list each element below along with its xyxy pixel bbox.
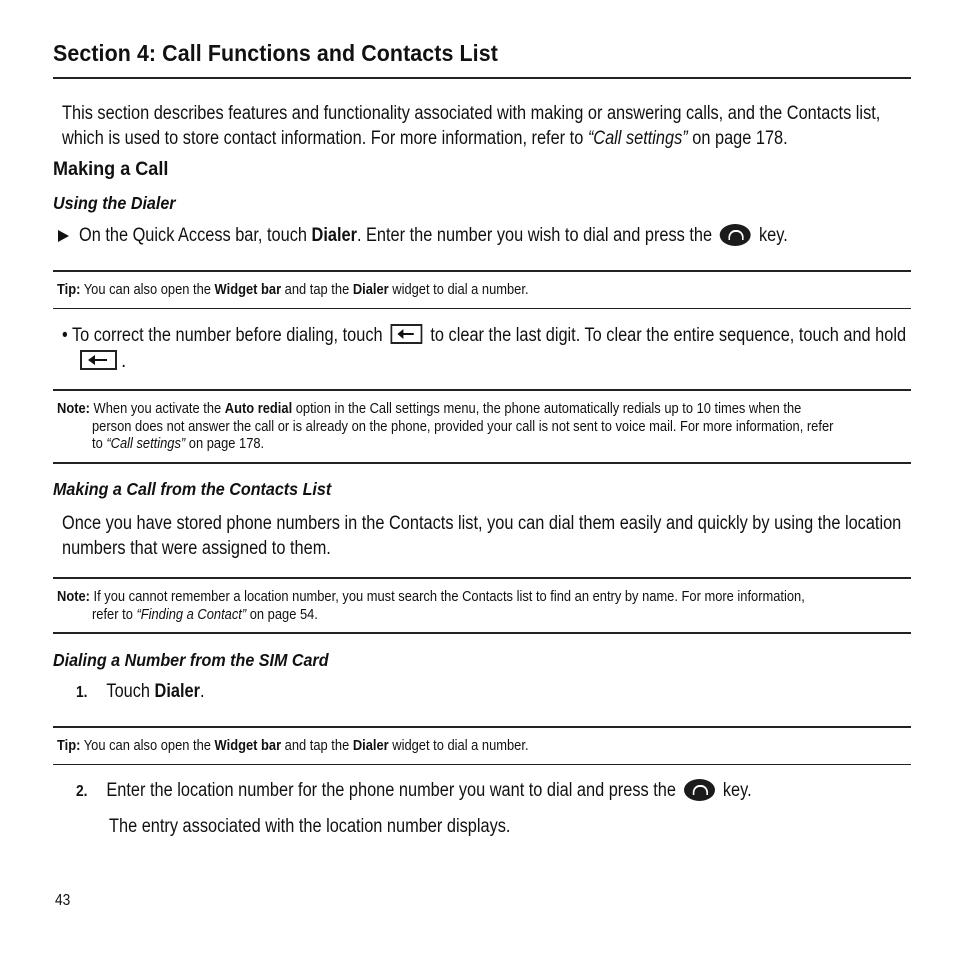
tip-bottom-divider (53, 308, 911, 309)
from-contacts-paragraph: Once you have stored phone numbers in the Contacts list, you can dial them easily and quickly by using the location numbers that were assigned to them. (62, 513, 902, 559)
finding-contact-reference[interactable]: “Finding a Contact” (136, 605, 247, 623)
section-title: Section 4: Call Functions and Contacts List (53, 40, 498, 66)
call-key-icon (720, 224, 751, 246)
sim-step-1: 1. Touch Dialer. (76, 681, 205, 702)
tip-top-divider (53, 270, 911, 272)
title-divider (53, 77, 911, 79)
tip-bottom-divider (53, 764, 911, 765)
from-contacts-heading: Making a Call from the Contacts List (53, 479, 332, 499)
tip-box: Tip: You can also open the Widget bar and tap the Dialer widget to dial a number. (57, 737, 529, 754)
note-bottom-divider (53, 632, 911, 634)
tip-box: Tip: You can also open the Widget bar and tap the Dialer widget to dial a number. (57, 281, 529, 298)
note-top-divider (53, 577, 911, 579)
note-location-number: Note: If you cannot remember a location number, you must search the Contacts list to find an entry by name. For more information, refer to “Finding a Contact” on page 54. (57, 588, 805, 623)
correct-number-bullet-cont: . (76, 349, 126, 374)
note-bottom-divider (53, 462, 911, 464)
from-sim-heading: Dialing a Number from the SIM Card (53, 650, 329, 670)
call-settings-reference[interactable]: “Call settings” (587, 128, 688, 149)
backspace-key-icon (391, 324, 423, 344)
intro-paragraph: This section describes features and functionality associated with making or answering calls, and the Contacts list, which is used to store contact information. For more information, refer to “Call settings” on page 178. (62, 103, 881, 149)
sim-step-2-result: The entry associated with the location number displays. (109, 816, 511, 837)
using-dialer-heading: Using the Dialer (53, 193, 176, 213)
note-auto-redial: Note: When you activate the Auto redial option in the Call settings menu, the phone automatically redials up to 10 times when the person does not answer the call or is already on the phone, provided your call is not sent to voice mail. For more information, refer to “Call settings” on page 178. (57, 400, 834, 452)
backspace-key-icon (80, 350, 117, 370)
sim-step-2: 2. Enter the location number for the phone number you want to dial and press the key. (76, 780, 752, 801)
making-a-call-heading: Making a Call (53, 159, 169, 180)
step-arrow-icon (58, 230, 69, 242)
tip-top-divider (53, 726, 911, 728)
dialer-step: On the Quick Access bar, touch Dialer. Enter the number you wish to dial and press the key. (58, 223, 903, 248)
call-settings-reference[interactable]: “Call settings” (106, 435, 186, 452)
page-number: 43 (55, 892, 71, 909)
note-top-divider (53, 389, 911, 391)
correct-number-bullet: • To correct the number before dialing, touch to clear the last digit. To clear the entire sequence, touch and hold (62, 325, 907, 346)
call-key-icon (684, 779, 715, 801)
